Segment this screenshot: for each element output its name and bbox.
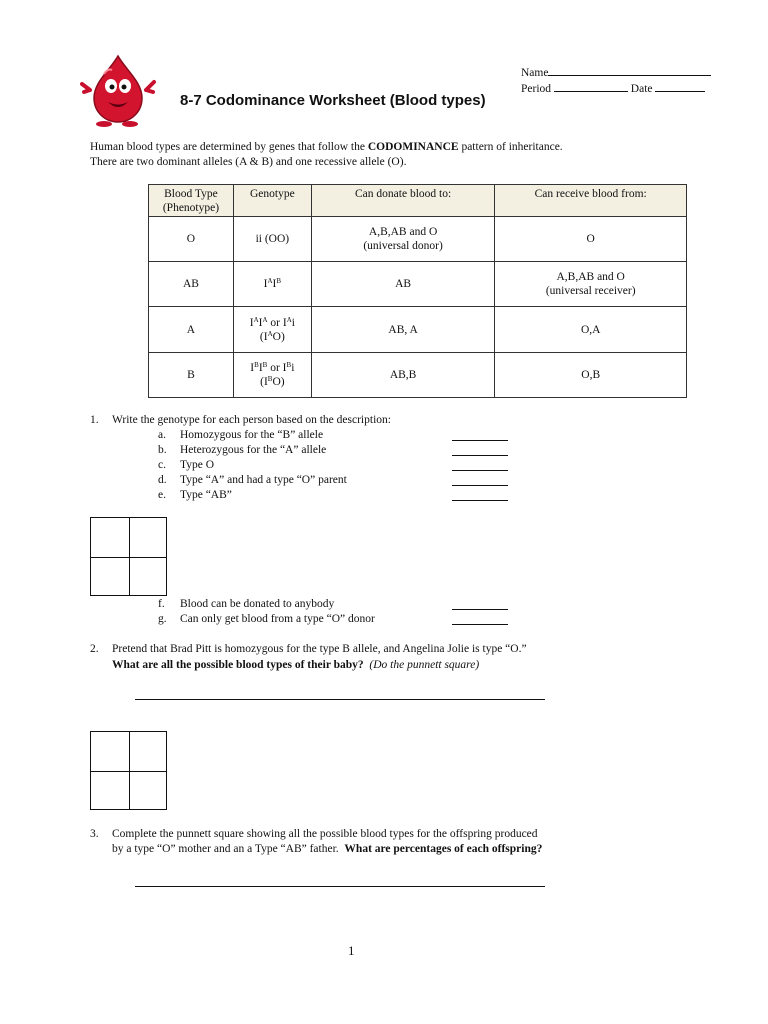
intro-text: Human blood types are determined by genes that follow the (90, 141, 368, 153)
genotype-i: I (258, 362, 263, 374)
table-header-row (149, 185, 687, 217)
genotype-paren-open: (I (259, 330, 268, 343)
donate-cell: AB, A (311, 307, 495, 353)
genotype-sup: B (267, 375, 273, 383)
genotype-i: I (272, 278, 277, 290)
intro-line-1 (90, 140, 563, 154)
genotype-cell (233, 353, 311, 398)
donate-cell: AB (311, 262, 495, 307)
q1-item-letter: e. (158, 489, 166, 501)
name-field[interactable] (521, 64, 721, 80)
intro-keyword: CODOMINANCE (367, 141, 459, 153)
page-number: 1 (348, 943, 355, 958)
q1-item-text: Can only get blood from a type “O” donor (180, 613, 375, 625)
genotype-sup: B (276, 277, 282, 285)
q1-number: 1. (90, 414, 99, 426)
donate-cell: AB,B (311, 353, 495, 398)
table-row (149, 353, 687, 398)
q1-item-letter: b. (158, 444, 167, 456)
punnett-divider-horizontal (91, 771, 166, 772)
phenotype-cell: B (149, 353, 234, 398)
genotype-i: I (258, 316, 263, 329)
blood-type-table (148, 184, 687, 398)
q1-answer-blank[interactable] (452, 490, 508, 501)
q2-answer-line[interactable] (135, 699, 545, 700)
genotype-sup: A (267, 277, 273, 285)
q1-prompt: Write the genotype for each person based on the description: (112, 414, 391, 426)
header-blood-type-label: Blood Type (164, 188, 218, 200)
phenotype-cell: O (149, 217, 234, 262)
genotype-i: I (263, 278, 268, 290)
date-label: Date (630, 83, 653, 95)
receive-note: (universal receiver) (545, 285, 636, 297)
genotype-paren-open: (I (260, 376, 268, 388)
q1-item-letter: d. (158, 474, 167, 486)
q1-item-letter: f. (158, 598, 165, 610)
period-blank[interactable] (554, 80, 628, 92)
receive-cell: O (495, 217, 687, 262)
q3-question-bold: What are percentages of each offspring? (344, 843, 543, 855)
name-blank[interactable] (548, 64, 711, 76)
q1-item-text: Type “AB” (180, 489, 232, 501)
q1-answer-blank[interactable] (452, 475, 508, 486)
table-row (149, 262, 687, 307)
q1-item-letter: a. (158, 429, 166, 441)
q3-answer-line[interactable] (135, 886, 545, 887)
receive-cell: O,B (495, 353, 687, 398)
receive-cell (495, 262, 687, 307)
q2-instruction: (Do the punnett square) (369, 659, 480, 671)
genotype-sup: A (267, 329, 273, 338)
blood-drop-mascot-icon (80, 52, 156, 128)
header-donate: Can donate blood to: (311, 185, 495, 217)
period-date-field[interactable] (521, 80, 721, 96)
q3-prompt-line-2 (112, 842, 542, 856)
q3-prompt-text: by a type “O” mother and an a Type “AB” father. (112, 843, 345, 855)
q3-prompt-line-1: Complete the punnett square showing all the possible blood types for the offspring produced (112, 828, 538, 840)
genotype-cell (233, 262, 311, 307)
genotype-or: or (270, 362, 280, 374)
q1-answer-blank[interactable] (452, 614, 508, 625)
genotype-sup: B (262, 361, 268, 369)
q1-item-text: Blood can be donated to anybody (180, 598, 335, 610)
genotype-i: I (250, 362, 255, 374)
q1-answer-blank[interactable] (452, 430, 508, 441)
genotype-cell: ii (OO) (233, 217, 311, 262)
receive-value: A,B,AB and O (556, 271, 625, 283)
genotype-i-lower: i (291, 362, 295, 374)
genotype-paren-close: O) (272, 330, 285, 343)
receive-cell: O,A (495, 307, 687, 353)
table-row (149, 217, 687, 262)
q2-number: 2. (90, 643, 99, 655)
genotype-i: I (282, 362, 287, 374)
header-blood-type (149, 185, 234, 217)
donate-cell (311, 217, 495, 262)
intro-text-end: pattern of inheritance. (458, 141, 563, 153)
phenotype-cell: A (149, 307, 234, 353)
header-genotype: Genotype (233, 185, 311, 217)
q1-item-letter: g. (158, 613, 167, 625)
genotype-sup: A (286, 315, 292, 324)
genotype-i: I (282, 316, 287, 329)
period-label: Period (521, 83, 552, 95)
genotype-sup: A (262, 315, 268, 324)
q2-question-bold: What are all the possible blood types of their baby? (112, 659, 364, 671)
genotype-sup: A (253, 315, 259, 324)
q1-item-text: Homozygous for the “B” allele (180, 429, 324, 441)
genotype-i: I (249, 316, 254, 329)
punnett-divider-horizontal (91, 557, 166, 558)
q1-answer-blank[interactable] (452, 599, 508, 610)
q2-prompt: Pretend that Brad Pitt is homozygous for the type B allele, and Angelina Jolie is type “O.” (112, 643, 527, 655)
q1-item-text: Heterozygous for the “A” allele (180, 444, 327, 456)
date-blank[interactable] (655, 80, 705, 92)
header-phenotype-label: (Phenotype) (162, 202, 220, 214)
name-label: Name (521, 67, 549, 79)
punnett-square[interactable] (90, 731, 167, 810)
punnett-square[interactable] (90, 517, 167, 596)
worksheet-title: 8-7 Codominance Worksheet (Blood types) (180, 92, 486, 109)
phenotype-cell: AB (149, 262, 234, 307)
genotype-paren-close: O) (272, 376, 285, 388)
genotype-i-lower: i (291, 316, 295, 329)
genotype-cell (233, 307, 311, 353)
donate-note: (universal donor) (363, 240, 443, 252)
q1-item-text: Type O (180, 459, 215, 471)
genotype-sup: B (254, 361, 259, 369)
intro-line-2: There are two dominant alleles (A & B) and one recessive allele (O). (90, 156, 407, 168)
q1-answer-blank[interactable] (452, 445, 508, 456)
q3-number: 3. (90, 828, 99, 840)
q2-question (112, 658, 479, 672)
table-row (149, 307, 687, 353)
q1-answer-blank[interactable] (452, 460, 508, 471)
genotype-sup: B (286, 361, 292, 369)
q1-item-text: Type “A” and had a type “O” parent (180, 474, 347, 486)
donate-value: A,B,AB and O (368, 226, 438, 238)
header-receive: Can receive blood from: (495, 185, 687, 217)
q1-item-letter: c. (158, 459, 166, 471)
genotype-or: or (270, 316, 280, 329)
